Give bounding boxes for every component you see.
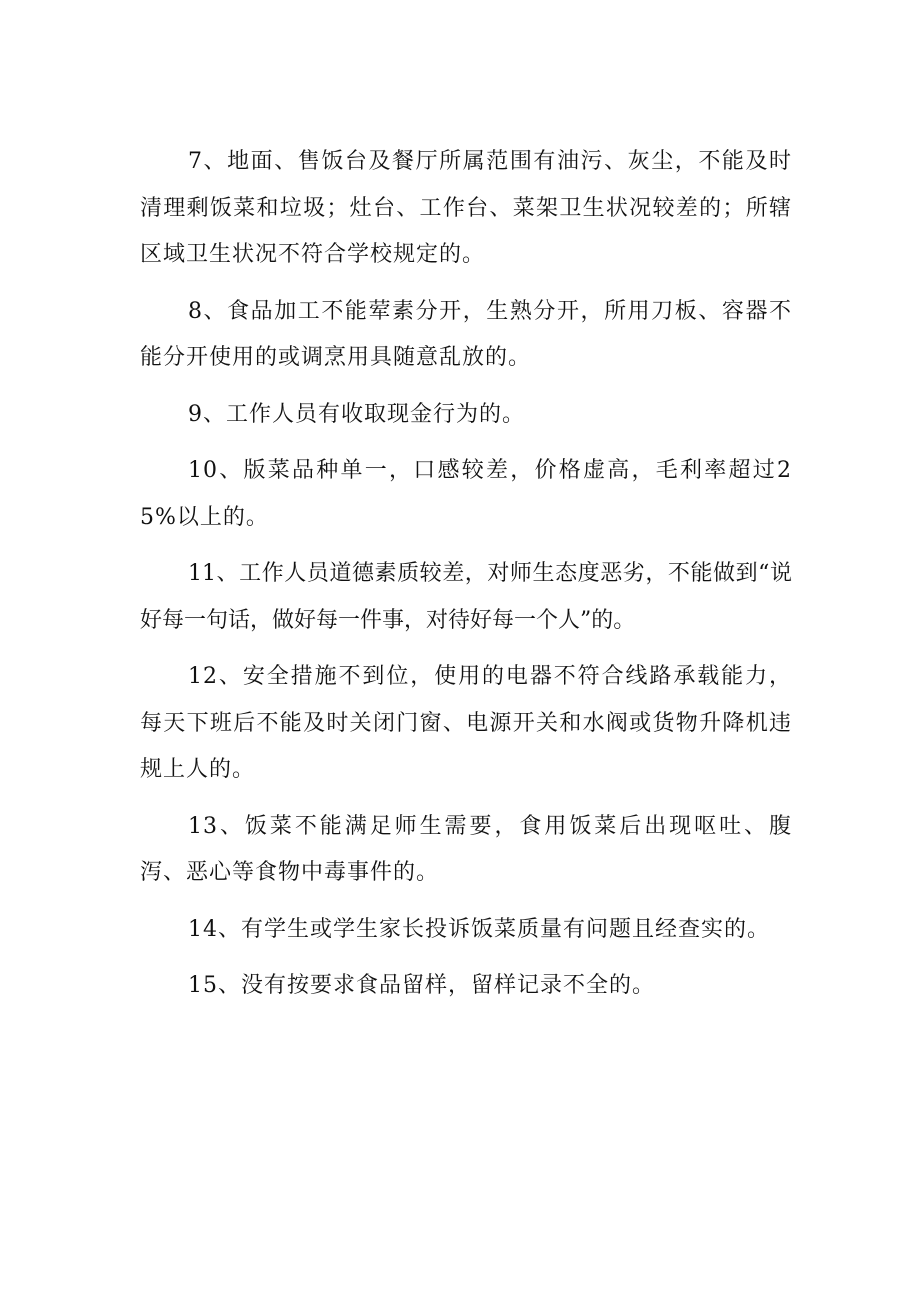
paragraph-item-8: 8、食品加工不能荤素分开，生熟分开，所用刀板、容器不能分开使用的或调烹用具随意乱放的。 bbox=[140, 298, 792, 370]
paragraph-item-12: 12、安全措施不到位，使用的电器不符合线路承载能力，每天下班后不能及时关闭门窗、电源开关和水阀或货物升降机违规上人的。 bbox=[140, 664, 792, 782]
paragraph-item-9: 9、工作人员有收取现金行为的。 bbox=[188, 401, 525, 427]
paragraph-item-11: 11、工作人员道德素质较差，对师生态度恶劣，不能做到“说好每一句话，做好每一件事，对待好每一个人”的。 bbox=[140, 561, 792, 633]
paragraph-item-13: 13、饭菜不能满足师生需要，食用饭菜后出现呕吐、腹泻、恶心等食物中毒事件的。 bbox=[140, 813, 792, 885]
paragraph-item-10: 10、版菜品种单一，口感较差，价格虚高，毛利率超过25%以上的。 bbox=[140, 458, 792, 530]
document-body bbox=[140, 139, 792, 1020]
paragraph-item-14: 14、有学生或学生家长投诉饭菜质量有问题且经查实的。 bbox=[188, 916, 770, 942]
paragraph-item-7: 7、地面、售饭台及餐厅所属范围有油污、灰尘，不能及时清理剩饭菜和垃圾；灶台、工作台、菜架卫生状况较差的；所辖区域卫生状况不符合学校规定的。 bbox=[140, 149, 792, 267]
paragraph-item-15: 15、没有按要求食品留样，留样记录不全的。 bbox=[188, 973, 655, 998]
